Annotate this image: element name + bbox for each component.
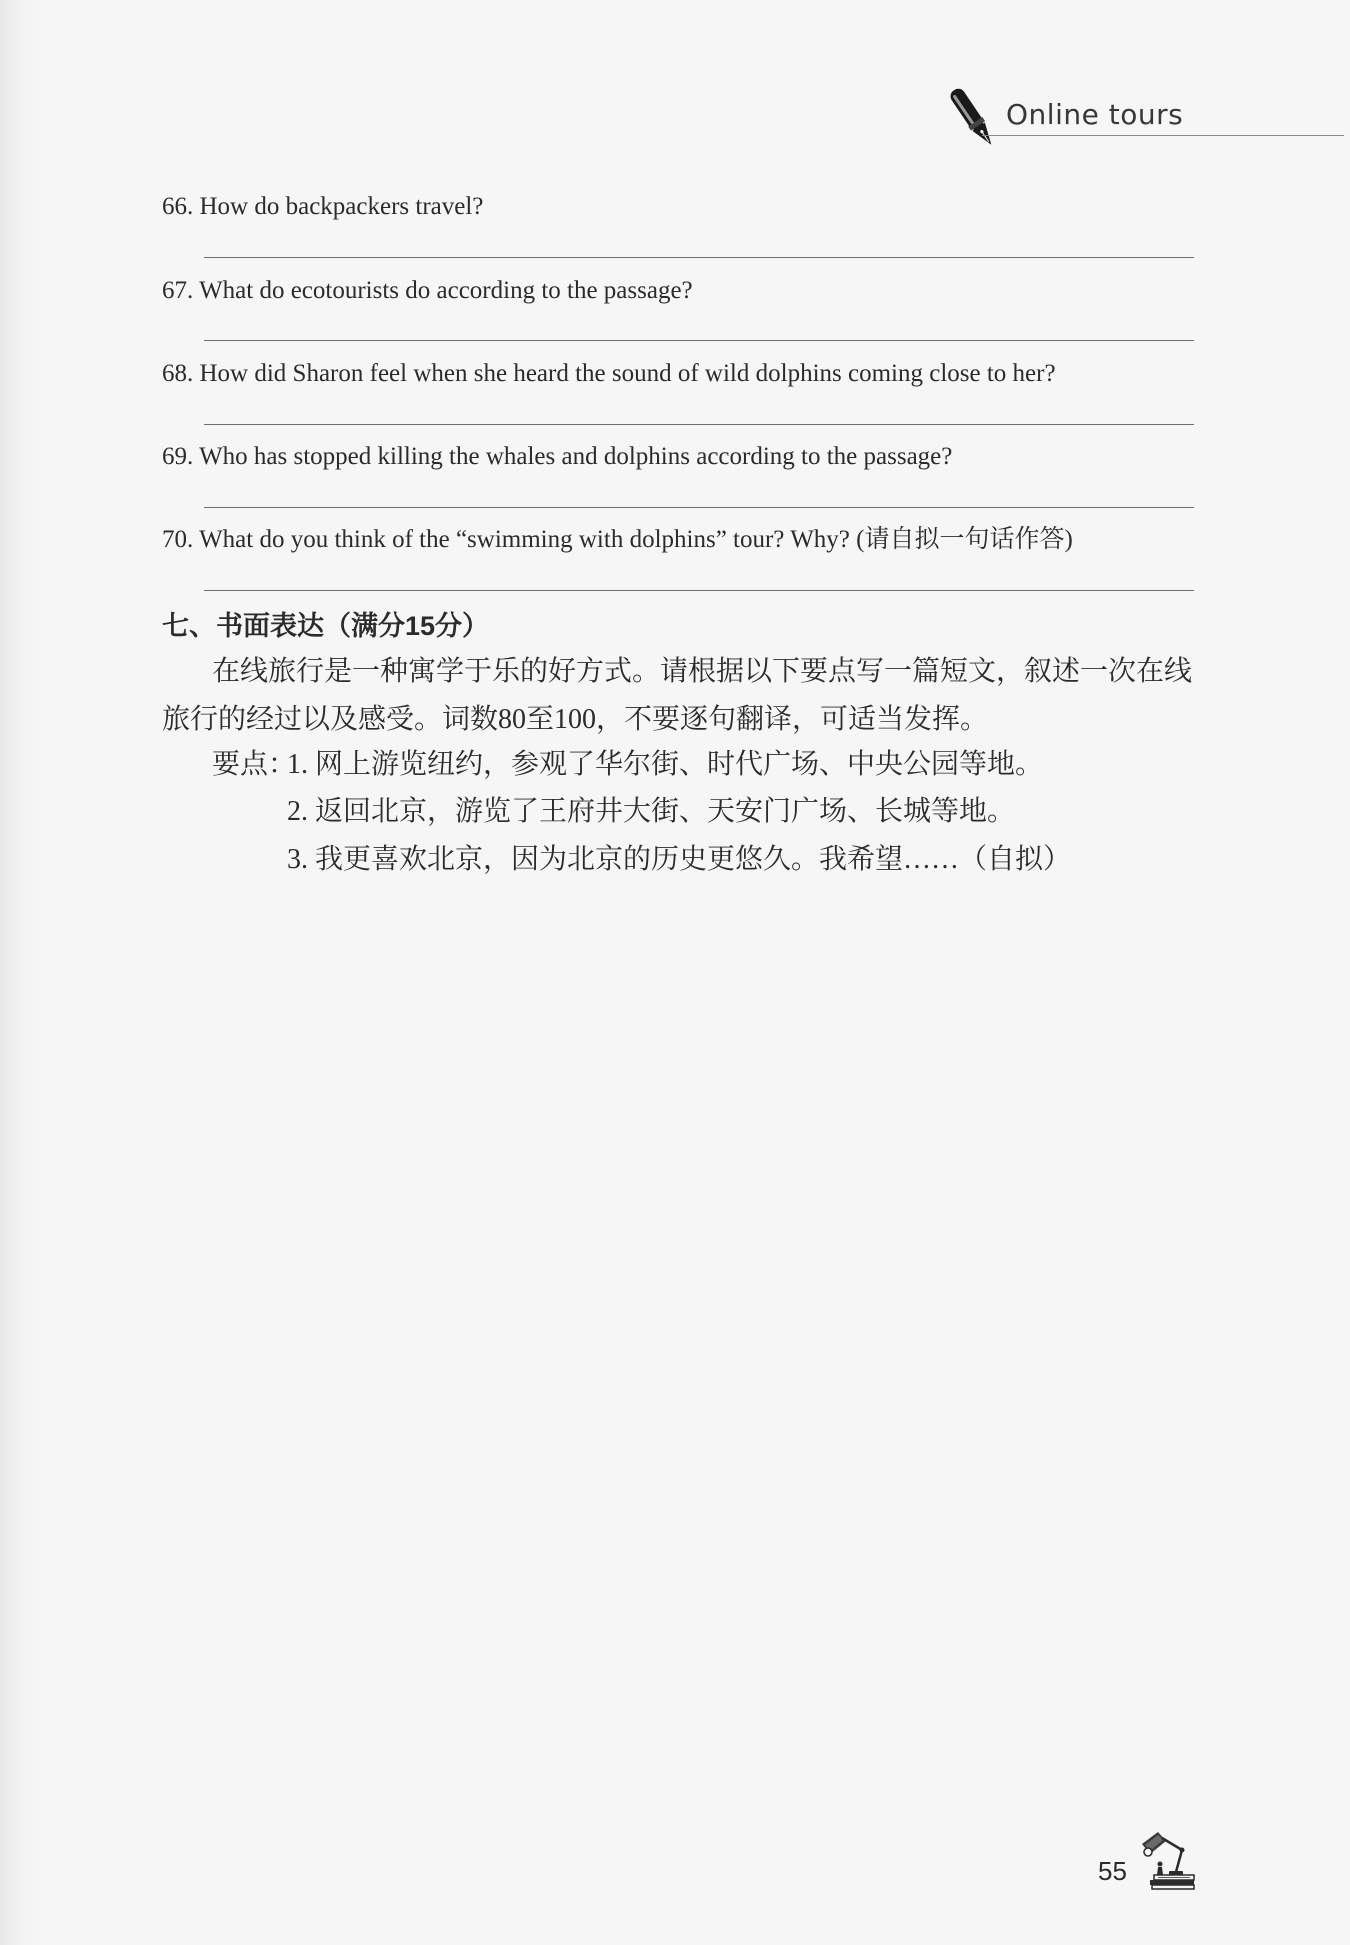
- question-number: 69.: [162, 443, 194, 470]
- question-67: [162, 275, 693, 307]
- writing-point-1: 1. 网上游览纽约，参观了华尔街、时代广场、中央公园等地。: [287, 749, 1044, 780]
- question-66: [162, 191, 483, 223]
- pen-icon: [944, 82, 1004, 156]
- answer-line-68: [204, 424, 1194, 425]
- question-number: 66.: [162, 193, 194, 220]
- question-text: How did Sharon feel when she heard the sound of wild dolphins coming close to her?: [199, 360, 1056, 387]
- question-68: [162, 358, 1056, 390]
- question-69: [162, 441, 952, 473]
- desk-lamp-icon: [1136, 1828, 1198, 1890]
- question-text: Who has stopped killing the whales and dolphins according to the passage?: [199, 443, 953, 470]
- question-number: 67.: [162, 277, 194, 304]
- writing-section-heading: 七、书面表达（满分15分）: [162, 611, 490, 641]
- question-text: What do you think of the “swimming with dolphins” tour? Why? (请自拟一句话作答): [199, 526, 1073, 553]
- writing-instructions-line-1: 在线旅行是一种寓学于乐的好方式。请根据以下要点写一篇短文，叙述一次在线: [212, 656, 1193, 687]
- points-label: 要点：: [212, 749, 297, 780]
- section-title: Online tours: [1006, 98, 1184, 131]
- question-text: How do backpackers travel?: [199, 193, 484, 220]
- question-70: [162, 524, 1073, 556]
- question-text: What do ecotourists do according to the passage?: [199, 277, 693, 304]
- answer-line-67: [204, 340, 1194, 341]
- answer-line-66: [204, 257, 1194, 258]
- writing-instructions-line-2: 旅行的经过以及感受。词数80至100，不要逐句翻译，可适当发挥。: [162, 704, 989, 735]
- page-number: 55: [1098, 1856, 1127, 1886]
- writing-point-3: 3. 我更喜欢北京，因为北京的历史更悠久。我希望……（自拟）: [287, 844, 1072, 875]
- answer-line-70: [204, 590, 1194, 591]
- writing-point-2: 2. 返回北京，游览了王府井大街、天安门广场、长城等地。: [287, 796, 1016, 827]
- question-number: 68.: [162, 360, 194, 387]
- question-number: 70.: [162, 526, 194, 553]
- answer-line-69: [204, 507, 1194, 508]
- header-divider: [982, 135, 1344, 136]
